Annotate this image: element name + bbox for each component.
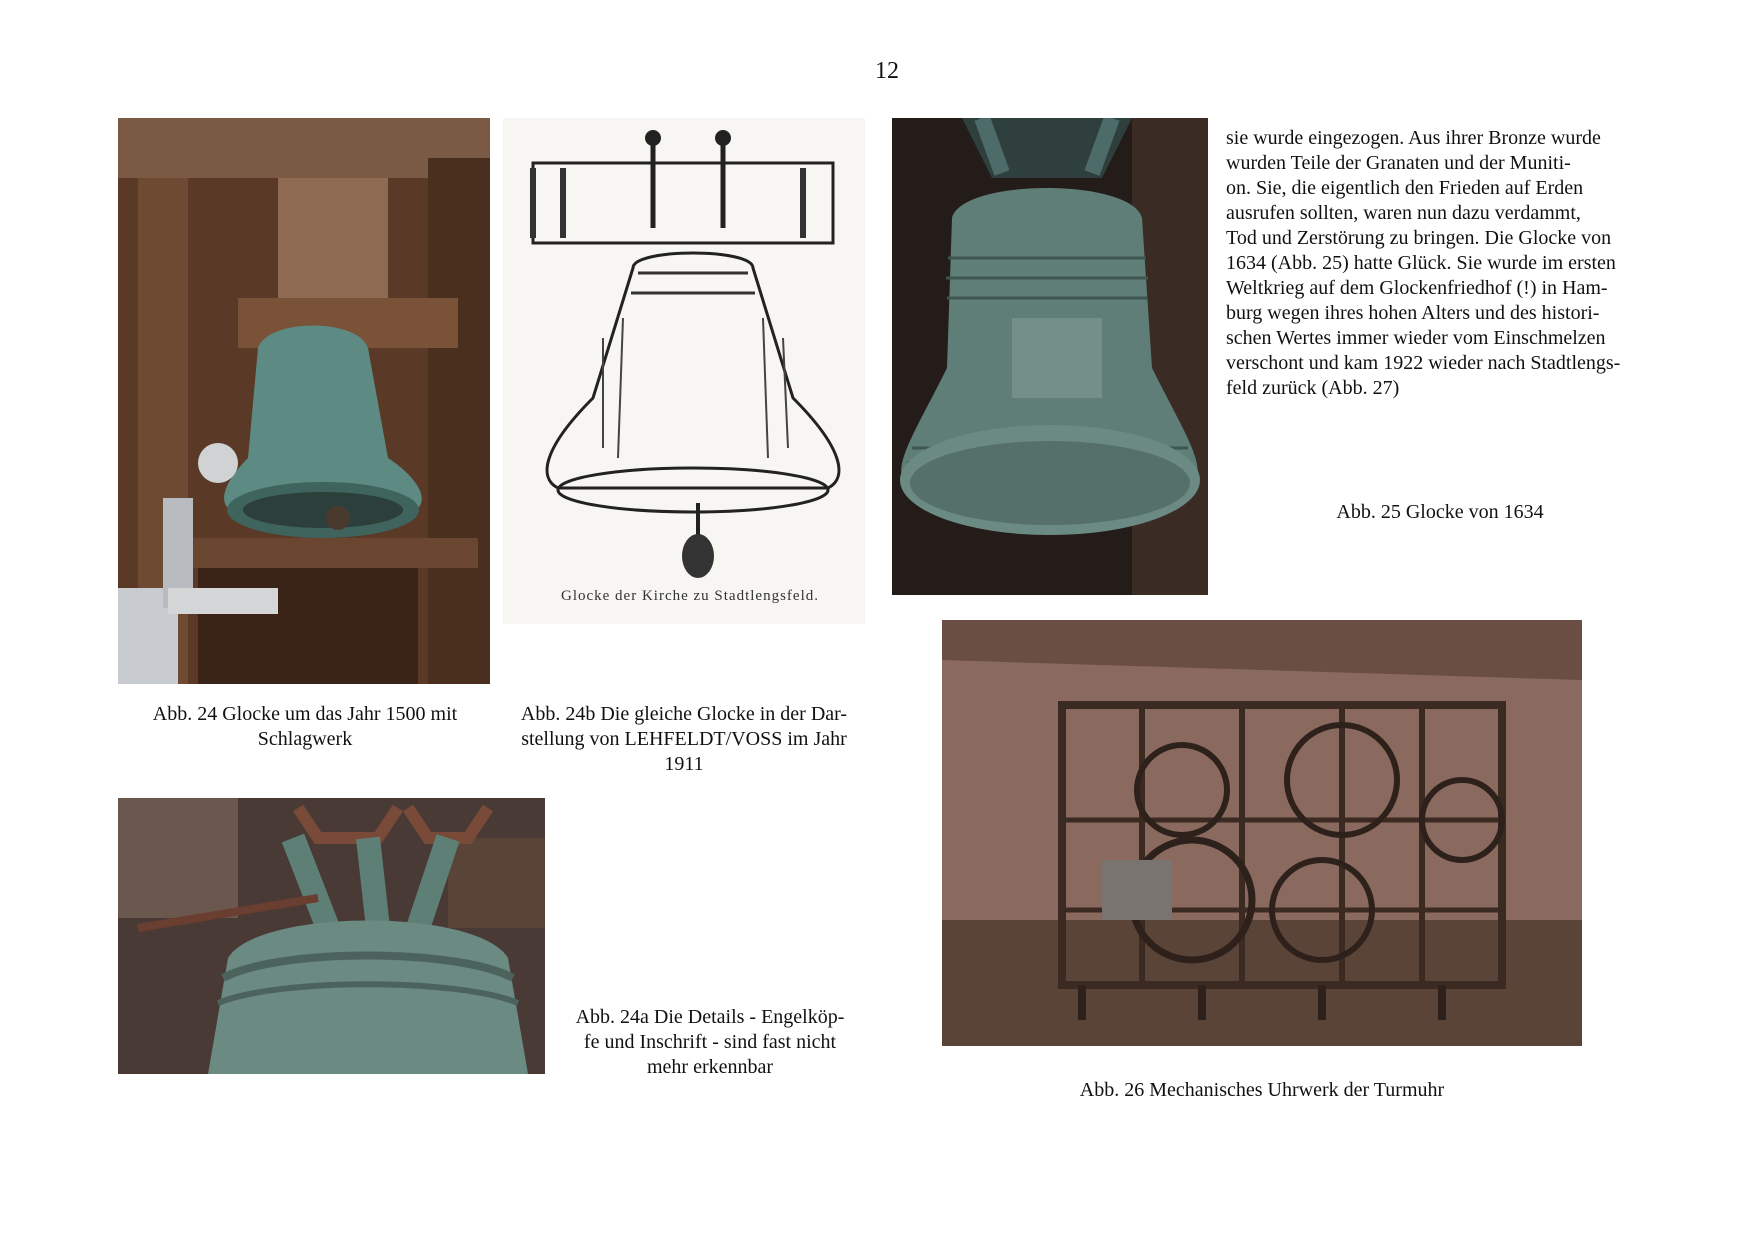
caption-abb24 (120, 702, 490, 752)
caption-line: fe und Inschrift - sind fast nicht (583, 1031, 837, 1053)
body-text-line: on. Sie, die eigentlich den Frieden auf Erden (1226, 177, 1584, 199)
body-text-line: feld zurück (Abb. 27) (1226, 377, 1400, 399)
caption-line: Abb. 24b Die gleiche Glocke in der Dar- (520, 703, 848, 725)
caption-line: Abb. 25 Glocke von 1634 (1336, 501, 1544, 523)
page-number: 12 (875, 58, 899, 84)
body-text (1226, 126, 1656, 401)
caption-abb24a (560, 1005, 860, 1080)
caption-line: mehr erkennbar (646, 1056, 774, 1078)
body-text-line: sie wurde eingezogen. Aus ihrer Bronze wurde (1226, 127, 1601, 149)
engraving-bell-lehfeldt-voss (503, 118, 865, 624)
photo-bell-detail (118, 798, 545, 1074)
engraving-caption: Glocke der Kirche zu Stadtlengsfeld. (560, 588, 819, 604)
body-text-line: Tod und Zerstörung zu bringen. Die Glocke von (1226, 227, 1612, 249)
caption-line: Schlagwerk (257, 728, 353, 750)
caption-line: Abb. 26 Mechanisches Uhrwerk der Turmuhr (1079, 1079, 1445, 1101)
body-text-line: burg wegen ihres hohen Alters und des histori- (1226, 302, 1600, 324)
body-text-line: schen Wertes immer wieder vom Einschmelzen (1226, 327, 1606, 349)
body-text-line: wurden Teile der Granaten und der Muniti- (1226, 152, 1571, 174)
photo-bell-1634 (892, 118, 1208, 595)
body-text-line: 1634 (Abb. 25) hatte Glück. Sie wurde im ersten (1226, 252, 1616, 274)
caption-line: 1911 (664, 753, 704, 775)
caption-line: stellung von LEHFELDT/VOSS im Jahr (521, 728, 847, 750)
body-text-line: ausrufen sollten, waren nun dazu verdammt, (1226, 202, 1581, 224)
body-text-line: Weltkrieg auf dem Glockenfriedhof (!) in Ham- (1226, 277, 1608, 299)
body-text-line: verschont und kam 1922 wieder nach Stadtlengs- (1226, 352, 1621, 374)
photo-tower-clockwork (942, 620, 1582, 1046)
caption-line: Abb. 24 Glocke um das Jahr 1500 mit (152, 703, 458, 725)
caption-abb26 (942, 1078, 1582, 1103)
photo-bell-1500 (118, 118, 490, 684)
caption-abb25 (1290, 500, 1590, 525)
caption-line: Abb. 24a Die Details - Engelköp- (575, 1006, 845, 1028)
caption-abb24b (503, 702, 865, 777)
